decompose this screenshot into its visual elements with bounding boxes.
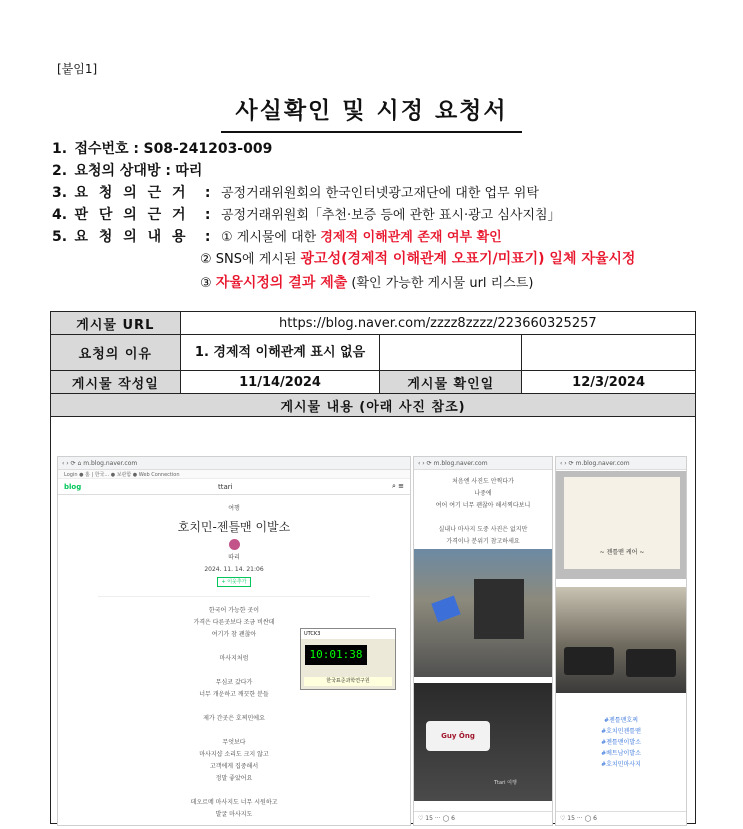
chair-shape <box>564 647 614 675</box>
request-line-2 <box>52 250 692 274</box>
url-value[interactable]: https://blog.naver.com/zzzz8zzzz/223660325257 <box>180 312 695 335</box>
item-colon: : <box>204 229 211 245</box>
screenshot-blog-photos-2 <box>555 456 687 826</box>
browser-address-bar <box>556 457 686 470</box>
item-number: 4. <box>52 207 68 223</box>
post-text-line: 제가 간곳은 호찌민에요 <box>203 715 265 722</box>
attachment-label: [붙임1] <box>57 62 98 76</box>
address-text: m.blog.naver.com <box>433 460 488 467</box>
request-line-text: ② SNS에 게시된 <box>200 252 301 267</box>
sign-photo <box>414 683 553 801</box>
request-line-emphasis: 경제적 이해관계 존재 여부 확인 <box>320 230 502 245</box>
post-text <box>414 476 552 548</box>
content-header: 게시물 내용 (아래 사진 참조) <box>51 394 696 417</box>
clock-widget <box>300 628 396 690</box>
hashtag: #젠틀맨이발소 <box>601 739 641 746</box>
divider <box>98 596 370 597</box>
item-1 <box>52 140 692 162</box>
browser-address-bar <box>58 457 410 470</box>
written-date-value: 11/14/2024 <box>180 371 380 394</box>
item-3 <box>52 184 692 206</box>
nav-arrows-icon: ‹ › ⟳ <box>418 460 434 467</box>
chair-shape <box>626 649 676 677</box>
bookmarks-bar: Login ● 홈 | 한국... ● 보관함 ● Web Connection <box>58 470 410 479</box>
item-label: 접수번호 : <box>74 141 140 157</box>
checked-date-value: 12/3/2024 <box>522 371 696 394</box>
item-label: 요청의 상대방 : <box>74 163 171 179</box>
blog-header <box>58 479 410 495</box>
post-title: 호치민-젠틀맨 이발소 <box>177 520 291 534</box>
post-text-line: 무엇보다 <box>222 739 246 746</box>
post-text-line: 실내나 마사지 도중 사진은 없지만 <box>438 526 528 533</box>
post-text-line: 가격은 다른곳보다 조금 비싼데 <box>193 619 275 626</box>
item-number: 3. <box>52 185 68 201</box>
request-line-text: ① 게시물에 대한 <box>220 230 321 245</box>
hashtag-list <box>556 715 686 770</box>
post-text-line: 처음엔 사진도 안찍다가 <box>452 478 514 485</box>
interior-photo <box>556 587 687 693</box>
browser-address-bar <box>414 457 552 470</box>
title-wrap <box>0 92 743 133</box>
post-text-line: 여기가 참 괜찮아 <box>211 631 257 638</box>
avatar <box>229 539 240 550</box>
photo-caption: Ttari 여행 <box>494 780 517 786</box>
nav-arrows-icon: ‹ › ⟳ <box>560 460 576 467</box>
screenshot-blog-post <box>57 456 411 826</box>
likes-bar: ♡ 15 ··· ◯ 6 <box>414 811 552 825</box>
item-value: S08-241203-009 <box>143 141 273 157</box>
street-photo <box>414 549 553 677</box>
search-icon: ⌕ ≡ <box>391 482 404 490</box>
item-colon: : <box>204 207 211 223</box>
item-value: 공정거래위원회「추천·보증 등에 관한 표시·광고 심사지침」 <box>220 208 561 223</box>
empty-cell <box>522 335 696 371</box>
item-colon: : <box>204 185 211 201</box>
request-line-1 <box>221 230 502 245</box>
shop-sign: Guy Ông <box>426 721 490 751</box>
request-line-text: ③ <box>200 276 216 291</box>
post-text-line: 발굴 마사지도 <box>215 811 253 818</box>
post-text-line: 정말 좋았어요 <box>215 775 253 782</box>
item-label: 판 단 의 근 거 <box>74 207 189 223</box>
post-text-line <box>414 512 552 524</box>
reason-label: 요청의 이유 <box>51 335 181 371</box>
post-text-line: 너무 개운하고 깨끗한 분들 <box>199 691 269 698</box>
item-label: 요 청 의 내 용 <box>74 229 189 245</box>
request-line-emphasis: 광고성(경제적 이해관계 오표기/미표기) 일체 자율시정 <box>300 251 636 267</box>
banner-photo <box>556 471 687 579</box>
post-text-line: 고객에게 집중해서 <box>209 763 259 770</box>
nav-arrows-icon: ‹ › ⟳ ⌂ <box>62 460 84 467</box>
banner-text: ~ 젠틀맨 케어 ~ <box>564 477 680 569</box>
post-author: 따리 <box>228 554 240 561</box>
request-line-3 <box>52 274 692 298</box>
clock-org: 한국표준과학연구원 <box>304 677 392 686</box>
checked-date-label: 게시물 확인일 <box>380 371 522 394</box>
post-text-line <box>58 785 410 797</box>
empty-cell <box>380 335 522 371</box>
url-label: 게시물 URL <box>51 312 181 335</box>
document-title: 사실확인 및 시정 요청서 <box>221 92 521 133</box>
item-number: 5. <box>52 229 68 245</box>
flag-shape <box>431 595 460 622</box>
post-text-line: 가격이나 분위기 참고하세요 <box>446 538 520 545</box>
item-2 <box>52 162 692 184</box>
post-text-line: 마사지샵 소리도 크지 않고 <box>199 751 269 758</box>
address-text: m.blog.naver.com <box>83 460 138 467</box>
post-text-line: 나중에 <box>474 490 492 497</box>
item-number: 2. <box>52 163 68 179</box>
post-text-line: 마사지처럼 <box>219 655 249 662</box>
request-items <box>52 140 692 298</box>
post-text-line: 한국어 가능한 곳이 <box>208 607 260 614</box>
post-date: 2024. 11. 14. 21:06 <box>204 566 264 573</box>
likes-bar: ♡ 15 ··· ◯ 6 <box>556 811 686 825</box>
item-value: 따리 <box>175 163 203 179</box>
screenshots <box>57 456 697 826</box>
hashtag: #젠틀맨호찌 <box>603 717 638 724</box>
blog-name: ttari <box>218 483 233 491</box>
item-label: 요 청 의 근 거 <box>74 185 189 201</box>
hashtag: #호치민젠틀맨 <box>601 728 641 735</box>
clock-title: UTCK3 <box>301 629 395 639</box>
storefront-shape <box>474 579 524 639</box>
item-4 <box>52 206 692 228</box>
item-number: 1. <box>52 141 68 157</box>
hashtag: #호치민마사지 <box>601 761 641 768</box>
post-category: 여행 <box>228 505 240 512</box>
screenshot-blog-photos <box>413 456 553 826</box>
clock-time: 10:01:38 <box>305 645 367 665</box>
post-text-line: 여어 여기 너무 괜찮아 해서찍다보니 <box>435 502 531 509</box>
address-text: m.blog.naver.com <box>575 460 630 467</box>
request-line-suffix: (확인 가능한 게시물 url 리스트) <box>347 276 534 291</box>
blog-logo: blog <box>64 483 82 491</box>
written-date-label: 게시물 작성일 <box>51 371 181 394</box>
add-neighbor-button: + 이웃추가 <box>217 577 250 587</box>
post-text-line <box>58 701 410 713</box>
hashtag: #베트남이발소 <box>601 750 641 757</box>
item-5 <box>52 228 692 250</box>
post-text-line: 무심코 갔다가 <box>215 679 253 686</box>
item-value: 공정거래위원회의 한국인터넷광고재단에 대한 업무 위탁 <box>220 186 539 201</box>
reason-value: 1. 경제적 이해관계 표시 없음 <box>180 335 380 371</box>
request-line-emphasis: 자율시정의 결과 제출 <box>215 275 348 291</box>
post-text-line <box>58 725 410 737</box>
post-text-line: 데오르메 마사지도 너무 시원하고 <box>190 799 278 806</box>
